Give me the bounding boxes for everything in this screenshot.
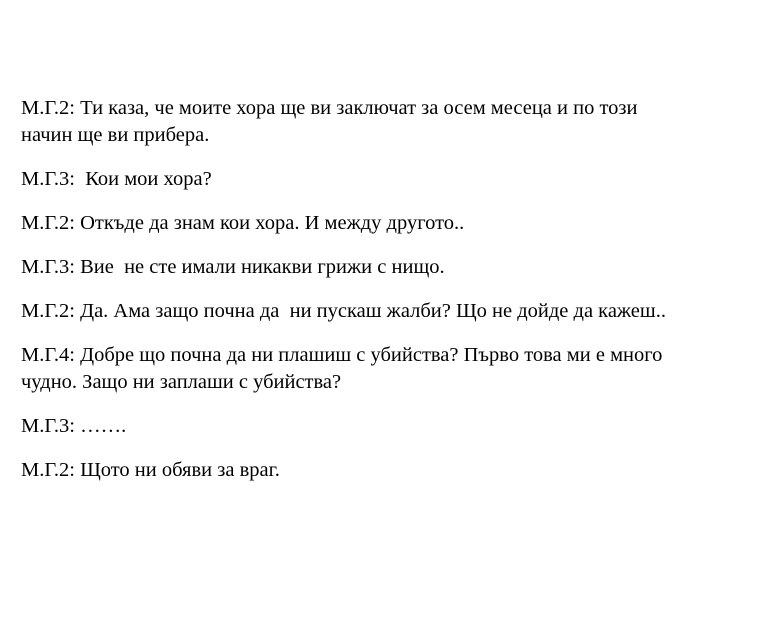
- transcript-line: М.Г.2: Откъде да знам кои хора. И между другото..: [21, 212, 465, 234]
- transcript-page: [21, 95, 741, 501]
- transcript-line: М.Г.2: Ти каза, че моите хора ще ви заключат за осем месеца и по този начин ще ви прибера.: [21, 97, 638, 146]
- transcript-line: М.Г.2: Да. Ама защо почна да ни пускаш жалби? Що не дойде да кажеш..: [21, 300, 666, 322]
- transcript-line: М.Г.3: …….: [21, 415, 127, 437]
- transcript-line: М.Г.2: Щото ни обяви за враг.: [21, 459, 280, 481]
- transcript-line: М.Г.4: Добре що почна да ни плашиш с убийства? Първо това ми е много чудно. Защо ни заплаши с убийства?: [21, 344, 663, 393]
- transcript-line: М.Г.3: Вие не сте имали никакви грижи с нищо.: [21, 256, 445, 278]
- transcript-line: М.Г.3: Кои мои хора?: [21, 168, 212, 190]
